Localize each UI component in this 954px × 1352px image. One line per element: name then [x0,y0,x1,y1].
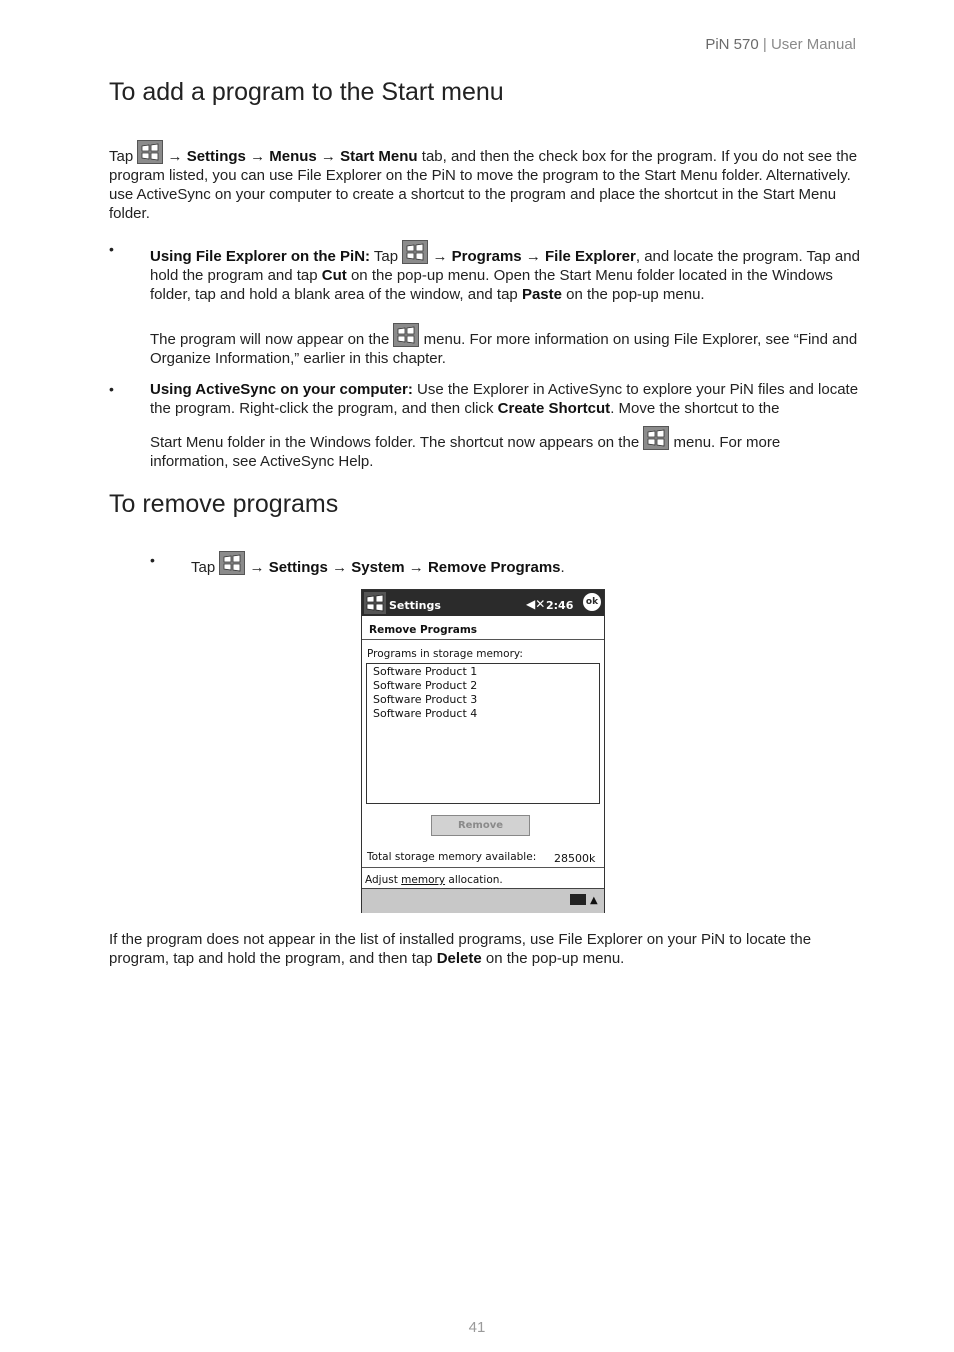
arrow-icon: → [332,559,348,576]
keyboard-icon[interactable] [570,894,586,905]
paste-label: Paste [521,286,562,303]
windows-start-icon [402,240,428,264]
clock[interactable]: 2:46 [546,599,574,612]
remove-button[interactable]: Remove [431,815,530,836]
windows-start-icon [137,140,163,164]
settings-label: Settings [186,148,246,165]
bullet-lead: Using File Explorer on the PiN: [150,248,371,265]
arrow-icon: → [525,248,541,265]
bullet-text [191,551,751,577]
arrow-icon: → [320,148,336,165]
adjust-pre: Adjust [365,874,402,886]
bullet-text-part: , and locate the program. Tap and hold the program and tap [150,248,860,284]
create-shortcut-label: Create Shortcut [497,400,611,417]
bullet-text-part: Start Menu folder in the Windows folder. The shortcut now appears on the [150,434,644,451]
programs-list-label: Programs in storage memory: [367,648,523,660]
closing-paragraph [109,930,859,968]
closing-text: If the program does not appear in the list of installed programs, use File Explorer on your PiN to locate the program, tap and hold the program, and then tap [109,931,812,967]
memory-link[interactable]: memory [401,874,446,886]
arrow-icon: → [408,559,424,576]
windows-start-icon [219,551,245,575]
product-name: PiN 570 [705,36,759,53]
tap-word: Tap [370,248,403,265]
device-title-bar [362,590,604,616]
menus-label: Menus [269,148,317,165]
list-item[interactable]: Software Product 2 [373,679,478,692]
bullet-dot: • [150,552,155,568]
closing-text: on the pop-up menu. [481,950,625,967]
cut-label: Cut [321,267,347,284]
tap-word: Tap [109,148,134,165]
intro-text: tab, and then the check box for the program. If you do not see the program listed, you can use File Explorer on the PiN to move the program to the Start Menu folder. Alternatively. use ActiveSync on your computer to create a shortcut to the program and place the shortcut in the Start Menu folder. [109,148,858,222]
header-separator: | [758,36,771,53]
bullet-text-part: menu. For more information, see ActiveSync Help. [150,434,781,470]
file-explorer-label: File Explorer [545,248,636,265]
bullet-text [150,240,860,304]
adjust-post: allocation. [445,874,503,886]
period: . [560,559,565,576]
divider [362,867,604,868]
bullet-followup [150,323,860,368]
arrow-icon: → [249,559,265,576]
arrow-icon: → [250,148,266,165]
windows-flag-icon [364,592,386,614]
start-menu-button[interactable] [364,592,386,614]
followup-text: The program will now appear on the [150,331,394,348]
device-title: Settings [389,599,441,612]
start-menu-label: Start Menu [340,148,418,165]
bullet-text-part: . Move the shortcut to the [610,400,780,417]
list-item[interactable]: Software Product 4 [373,707,478,720]
bullet-text-part: on the pop-up menu. [561,286,705,303]
bullet-text [150,380,860,418]
windows-start-icon [393,323,419,347]
delete-label: Delete [436,950,482,967]
sip-arrow-icon[interactable]: ▲ [590,895,598,906]
total-storage-label: Total storage memory available: [367,851,537,863]
followup-text: menu. For more information on using File Explorer, see “Find and Organize Information,” earlier in this chapter. [150,331,858,367]
windows-start-icon [643,426,669,450]
divider [362,639,604,640]
section-title-add-program: To add a program to the Start menu [109,78,504,106]
page-header [705,35,856,54]
manual-title: User Manual [770,36,856,53]
programs-label: Programs [451,248,522,265]
programs-listbox[interactable] [366,663,600,804]
bullet-text-part: on the pop-up menu. Open the Start Menu folder located in the Windows folder, tap and hold a blank area of the window, and tap [150,267,833,303]
speaker-muted-icon[interactable]: ◀✕ [526,597,546,611]
settings-label: Settings [268,559,328,576]
device-screenshot [361,589,605,913]
list-item[interactable]: Software Product 1 [373,665,478,678]
system-label: System [351,559,405,576]
intro-paragraph [109,140,859,223]
page-number: 41 [468,1319,486,1336]
arrow-icon: → [167,148,183,165]
section-title-remove-programs: To remove programs [109,490,339,518]
bullet-dot: • [109,381,114,397]
bullet-dot: • [109,241,114,257]
arrow-icon: → [432,248,448,265]
remove-programs-label: Remove Programs [427,559,561,576]
bullet-lead: Using ActiveSync on your computer: [150,381,413,398]
tap-word: Tap [191,559,220,576]
device-command-bar [362,888,604,913]
total-storage-value: 28500k [554,852,596,865]
bullet-text-cont [150,426,860,471]
device-page-heading: Remove Programs [369,624,478,636]
bullet-text-part: Use the Explorer in ActiveSync to explore your PiN files and locate the program. Right-click the program, and then click [150,381,859,417]
ok-button[interactable]: ok [583,593,601,611]
list-item[interactable]: Software Product 3 [373,693,478,706]
